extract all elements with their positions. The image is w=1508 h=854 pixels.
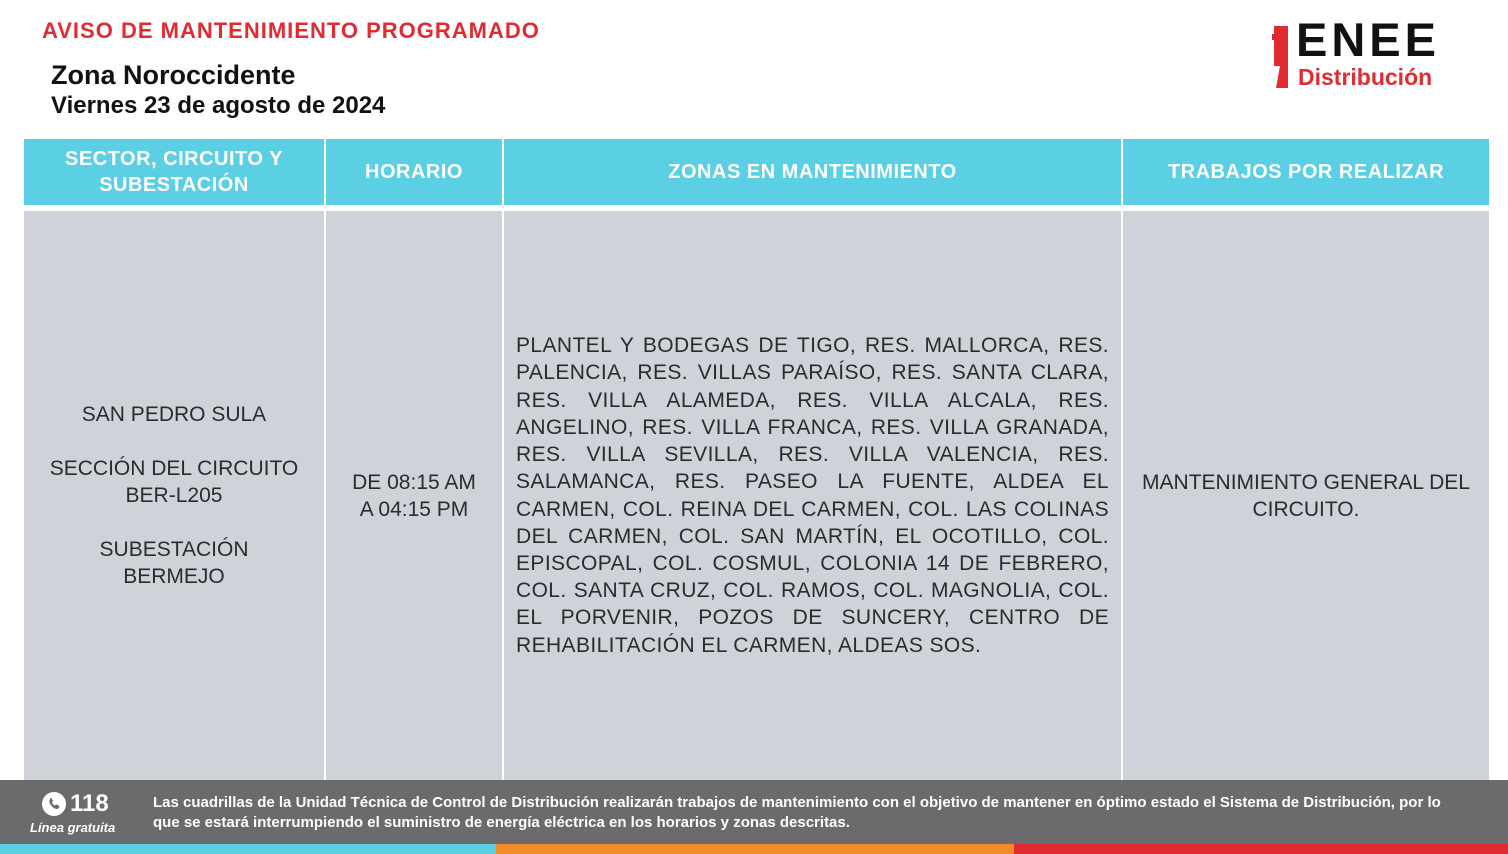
stripe-cyan bbox=[0, 844, 496, 854]
header-schedule: HORARIO bbox=[326, 139, 502, 205]
cell-zones bbox=[504, 211, 1121, 780]
cell-work bbox=[1123, 211, 1489, 780]
enee-logo-icon bbox=[1272, 26, 1288, 88]
sector-content bbox=[49, 401, 299, 590]
phone-icon bbox=[42, 792, 66, 816]
sector-spacer bbox=[49, 428, 299, 455]
stripe-red bbox=[1014, 844, 1508, 854]
sector-circuit: SECCIÓN DEL CIRCUITO BER-L205 bbox=[49, 457, 299, 507]
schedule-start: DE 08:15 AM bbox=[352, 470, 476, 494]
cell-schedule bbox=[326, 211, 502, 780]
schedule-end: A 04:15 PM bbox=[359, 497, 469, 521]
sector-city: SAN PEDRO SULA bbox=[81, 403, 267, 426]
date-line: Viernes 23 de agosto de 2024 bbox=[51, 92, 386, 119]
sector-substation: SUBESTACIÓN BERMEJO bbox=[99, 538, 249, 588]
stripe-orange bbox=[496, 844, 1014, 854]
logo-word: ENEE bbox=[1296, 13, 1440, 66]
header-sector: SECTOR, CIRCUITO Y SUBESTACIÓN bbox=[24, 139, 324, 205]
header-zones: ZONAS EN MANTENIMIENTO bbox=[504, 139, 1121, 205]
footer-bar bbox=[0, 780, 1508, 844]
hotline-label: Línea gratuita bbox=[30, 820, 116, 835]
hotline bbox=[30, 790, 152, 836]
footer-message: Las cuadrillas de la Unidad Técnica de Control de Distribución realizarán trabajos de mantenimiento con el objetivo de mantener en óptimo estado el Sistema de Distribución, por lo que se estará interrumpiendo el suministro de energía eléctrica en los horarios y zonas descritas. bbox=[153, 794, 1441, 831]
work-text: MANTENIMIENTO GENERAL DEL CIRCUITO. bbox=[1142, 470, 1470, 521]
maintenance-table bbox=[24, 139, 1489, 780]
header-work: TRABAJOS POR REALIZAR bbox=[1123, 139, 1489, 205]
schedule-content bbox=[352, 469, 476, 523]
enee-logo bbox=[1270, 13, 1484, 96]
zones-text: PLANTEL Y BODEGAS DE TIGO, RES. MALLORCA, RES. PALENCIA, RES. VILLAS PARAÍSO, RES. SANTA CLARA, RES. VILLA ALAMEDA, RES. VILLA ALCALA, RES. ANGELINO, RES. VILLA FRANCA, RES. VILLA GRANADA, RES. VILLA SEVILLA, RES. VILLA VALENCIA, RES. SALAMANCA, RES. PASEO LA FUENTE, ALDEA EL CARMEN, COL. REINA DEL CARMEN, COL. LAS COLINAS DEL CARMEN, COL. SAN MARTÍN, EL OCOTILLO, COL. EPISCOPAL, COL. COSMUL, COLONIA 14 DE FEBRERO, COL. SANTA CRUZ, COL. RAMOS, COL. MAGNOLIA, COL. EL PORVENIR, POZOS DE SUNCERY, CENTRO DE REHABILITACIÓN EL CARMEN, ALDEAS SOS. bbox=[516, 334, 1109, 657]
sector-spacer bbox=[49, 509, 299, 536]
cell-sector bbox=[24, 211, 324, 780]
hotline-number: 118 bbox=[70, 790, 109, 817]
notice-title: AVISO DE MANTENIMIENTO PROGRAMADO bbox=[42, 18, 540, 43]
logo-sub: Distribución bbox=[1298, 64, 1433, 90]
zone-title: Zona Noroccidente bbox=[51, 60, 296, 90]
